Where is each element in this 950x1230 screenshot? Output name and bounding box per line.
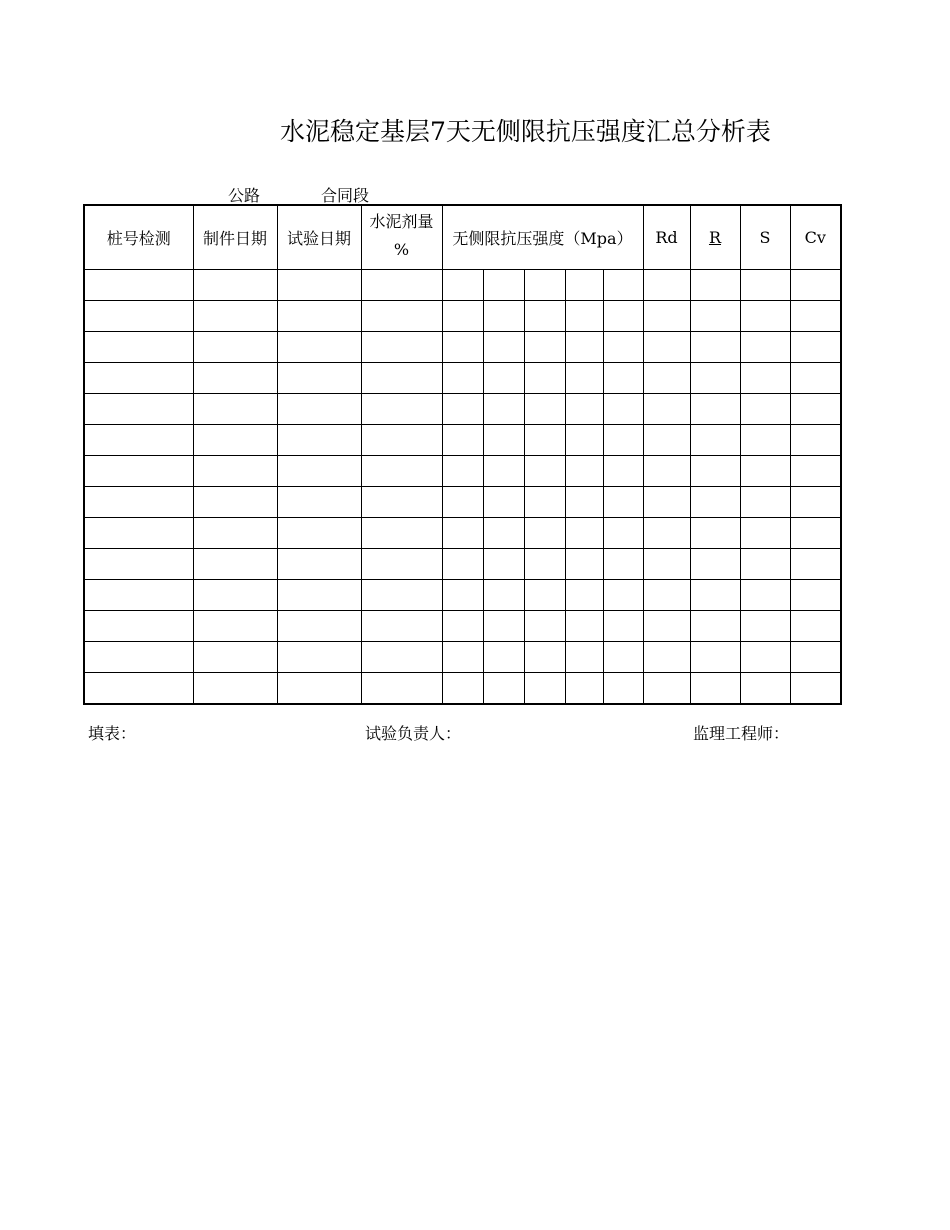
table-cell: [442, 332, 483, 363]
table-cell: [84, 363, 193, 394]
table-cell: [361, 611, 442, 642]
table-cell: [84, 549, 193, 580]
table-cell: [483, 642, 524, 673]
header-station: 桩号检测: [84, 205, 193, 270]
table-cell: [740, 487, 790, 518]
table-cell: [603, 673, 643, 705]
table-cell: [442, 642, 483, 673]
table-cell: [193, 549, 277, 580]
table-cell: [361, 425, 442, 456]
table-cell: [643, 332, 690, 363]
header-row: [84, 205, 841, 270]
table-cell: [193, 642, 277, 673]
test-lead-label: 试验负责人：: [365, 724, 462, 743]
table-cell: [643, 673, 690, 705]
table-row: [84, 270, 841, 301]
table-cell: [643, 518, 690, 549]
table-cell: [193, 456, 277, 487]
header-rd: Rd: [643, 205, 690, 270]
table-cell: [483, 487, 524, 518]
table-cell: [277, 673, 361, 705]
table-cell: [524, 425, 565, 456]
table-cell: [603, 487, 643, 518]
table-cell: [193, 673, 277, 705]
table-cell: [277, 611, 361, 642]
table-cell: [740, 518, 790, 549]
table-cell: [361, 487, 442, 518]
table-cell: [740, 363, 790, 394]
table-cell: [442, 456, 483, 487]
table-cell: [643, 270, 690, 301]
table-cell: [361, 673, 442, 705]
table-cell: [565, 270, 603, 301]
table-cell: [790, 487, 841, 518]
table-cell: [483, 673, 524, 705]
table-cell: [524, 611, 565, 642]
table-cell: [361, 642, 442, 673]
table-cell: [193, 611, 277, 642]
summary-table: [83, 204, 842, 705]
table-cell: [483, 456, 524, 487]
table-cell: [690, 549, 740, 580]
table-cell: [790, 611, 841, 642]
table-row: [84, 363, 841, 394]
table-cell: [790, 549, 841, 580]
table-cell: [193, 518, 277, 549]
table-cell: [524, 549, 565, 580]
table-cell: [84, 456, 193, 487]
table-cell: [643, 301, 690, 332]
table-cell: [524, 301, 565, 332]
table-cell: [603, 332, 643, 363]
table-cell: [740, 394, 790, 425]
table-cell: [740, 642, 790, 673]
header-strength: 无侧限抗压强度（Mpa）: [442, 205, 643, 270]
table-cell: [361, 332, 442, 363]
table-cell: [361, 301, 442, 332]
table-cell: [690, 394, 740, 425]
table-cell: [193, 487, 277, 518]
header-r-bar: [690, 205, 740, 270]
table-cell: [565, 642, 603, 673]
table-cell: [603, 456, 643, 487]
table-cell: [643, 611, 690, 642]
table-cell: [740, 580, 790, 611]
table-cell: [603, 270, 643, 301]
table-cell: [524, 487, 565, 518]
table-cell: [790, 580, 841, 611]
table-cell: [603, 549, 643, 580]
table-cell: [442, 270, 483, 301]
table-cell: [361, 456, 442, 487]
table-cell: [565, 611, 603, 642]
table-cell: [690, 332, 740, 363]
table-cell: [643, 363, 690, 394]
table-cell: [84, 332, 193, 363]
table-row: [84, 301, 841, 332]
table-cell: [84, 518, 193, 549]
table-row: [84, 611, 841, 642]
table-cell: [361, 394, 442, 425]
table-cell: [790, 425, 841, 456]
header-s: S: [740, 205, 790, 270]
table-cell: [361, 549, 442, 580]
table-cell: [690, 363, 740, 394]
table-cell: [565, 332, 603, 363]
table-cell: [277, 580, 361, 611]
table-cell: [483, 332, 524, 363]
table-cell: [690, 487, 740, 518]
table-cell: [565, 518, 603, 549]
table-cell: [643, 456, 690, 487]
table-cell: [277, 425, 361, 456]
road-label: 公路: [228, 186, 261, 205]
table-cell: [483, 611, 524, 642]
table-cell: [740, 611, 790, 642]
table-cell: [565, 394, 603, 425]
table-cell: [277, 301, 361, 332]
table-cell: [690, 580, 740, 611]
table-cell: [84, 580, 193, 611]
table-cell: [483, 518, 524, 549]
table-cell: [740, 673, 790, 705]
table-cell: [790, 301, 841, 332]
table-cell: [277, 549, 361, 580]
table-cell: [790, 456, 841, 487]
table-cell: [524, 394, 565, 425]
table-cell: [442, 301, 483, 332]
table-row: [84, 518, 841, 549]
table-cell: [84, 642, 193, 673]
header-cv: Cv: [790, 205, 841, 270]
table-cell: [740, 456, 790, 487]
table-cell: [790, 363, 841, 394]
table-cell: [442, 487, 483, 518]
table-cell: [483, 394, 524, 425]
table-cell: [524, 332, 565, 363]
table-cell: [277, 456, 361, 487]
table-row: [84, 673, 841, 705]
table-cell: [277, 394, 361, 425]
table-cell: [84, 301, 193, 332]
table-cell: [603, 518, 643, 549]
table-cell: [483, 549, 524, 580]
table-cell: [643, 549, 690, 580]
table-cell: [483, 425, 524, 456]
table-cell: [277, 518, 361, 549]
table-cell: [84, 487, 193, 518]
table-cell: [442, 363, 483, 394]
header-make-date: 制件日期: [193, 205, 277, 270]
table-cell: [565, 673, 603, 705]
table-row: [84, 580, 841, 611]
table-row: [84, 549, 841, 580]
table-cell: [740, 270, 790, 301]
table-cell: [442, 673, 483, 705]
table-cell: [740, 425, 790, 456]
table-cell: [442, 611, 483, 642]
table-cell: [690, 270, 740, 301]
table-cell: [565, 549, 603, 580]
header-cement-dose-line1: 水泥剂量: [369, 212, 434, 231]
table-cell: [565, 425, 603, 456]
table-cell: [361, 580, 442, 611]
table-cell: [84, 394, 193, 425]
table-cell: [790, 394, 841, 425]
table-cell: [790, 518, 841, 549]
table-cell: [524, 642, 565, 673]
table-cell: [740, 549, 790, 580]
table-cell: [442, 518, 483, 549]
table-cell: [84, 673, 193, 705]
table-cell: [193, 270, 277, 301]
table-cell: [483, 363, 524, 394]
table-cell: [524, 580, 565, 611]
page-title: 水泥稳定基层7天无侧限抗压强度汇总分析表: [280, 117, 771, 146]
table-cell: [603, 642, 643, 673]
table-row: [84, 487, 841, 518]
table-cell: [603, 425, 643, 456]
table-cell: [790, 332, 841, 363]
table-cell: [84, 270, 193, 301]
table-cell: [193, 363, 277, 394]
table-cell: [740, 332, 790, 363]
table-cell: [483, 301, 524, 332]
table-cell: [361, 270, 442, 301]
table-cell: [442, 425, 483, 456]
table-cell: [193, 301, 277, 332]
table-cell: [643, 394, 690, 425]
table-cell: [361, 518, 442, 549]
table-cell: [524, 456, 565, 487]
table-cell: [565, 363, 603, 394]
table-cell: [277, 487, 361, 518]
table-cell: [565, 487, 603, 518]
header-cement-dose-line2: %: [393, 240, 410, 259]
table-cell: [277, 332, 361, 363]
header-test-date: 试验日期: [277, 205, 361, 270]
table-cell: [790, 673, 841, 705]
table-cell: [690, 301, 740, 332]
table-cell: [442, 549, 483, 580]
table-cell: [84, 611, 193, 642]
table-cell: [740, 301, 790, 332]
table-row: [84, 332, 841, 363]
table-cell: [483, 270, 524, 301]
table-row: [84, 394, 841, 425]
table-cell: [193, 580, 277, 611]
table-cell: [690, 518, 740, 549]
supervisor-label: 监理工程师：: [693, 724, 790, 743]
table-cell: [442, 580, 483, 611]
table-cell: [483, 580, 524, 611]
table-cell: [84, 425, 193, 456]
table-cell: [690, 642, 740, 673]
table-cell: [565, 301, 603, 332]
table-row: [84, 642, 841, 673]
table-cell: [524, 518, 565, 549]
table-row: [84, 456, 841, 487]
table-cell: [442, 394, 483, 425]
table-row: [84, 425, 841, 456]
contract-section-label: 合同段: [321, 186, 370, 205]
table-cell: [193, 332, 277, 363]
table-cell: [193, 394, 277, 425]
table-cell: [603, 611, 643, 642]
header-r-bar-text: R: [708, 228, 722, 247]
table-cell: [790, 270, 841, 301]
filler-label: 填表：: [88, 724, 137, 743]
table-cell: [524, 270, 565, 301]
table-cell: [524, 363, 565, 394]
table-cell: [643, 487, 690, 518]
header-cement-dose: [361, 205, 442, 270]
table-cell: [277, 642, 361, 673]
table-cell: [643, 580, 690, 611]
table-cell: [690, 425, 740, 456]
table-cell: [603, 580, 643, 611]
table-cell: [277, 270, 361, 301]
table-cell: [643, 642, 690, 673]
table-cell: [603, 301, 643, 332]
table-cell: [603, 363, 643, 394]
table-cell: [565, 456, 603, 487]
table-cell: [790, 642, 841, 673]
table-cell: [690, 673, 740, 705]
table-cell: [277, 363, 361, 394]
table-cell: [643, 425, 690, 456]
table-cell: [565, 580, 603, 611]
table-cell: [193, 425, 277, 456]
table-cell: [524, 673, 565, 705]
table-cell: [690, 611, 740, 642]
table-cell: [361, 363, 442, 394]
table-cell: [603, 394, 643, 425]
table-cell: [690, 456, 740, 487]
